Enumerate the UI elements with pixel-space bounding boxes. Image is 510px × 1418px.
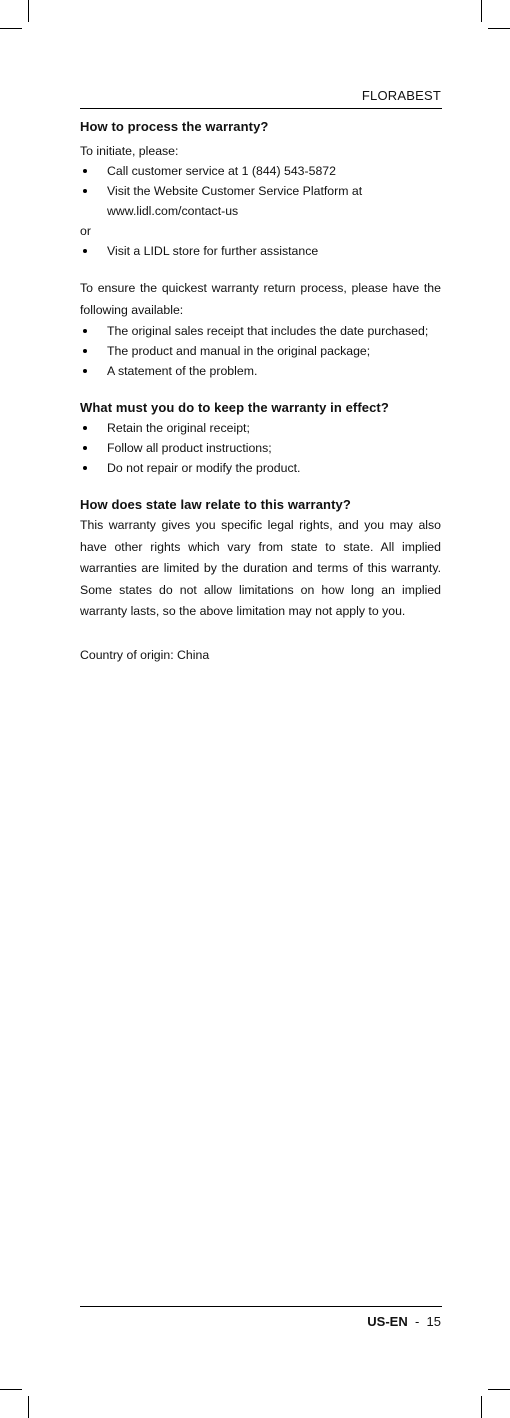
bullet-icon [83,329,87,333]
list-item: Visit the Website Customer Service Platform at www.lidl.com/contact-us [80,181,441,221]
bullet-icon [83,466,87,470]
heading-keep-warranty: What must you do to keep the warranty in effect? [80,400,389,415]
crop-mark-top-left-h [0,28,22,29]
footer-language-code: US-EN [367,1314,408,1329]
list-item: The original sales receipt that includes the date purchased; [80,321,441,341]
page-header-brand: FLORABEST [361,88,441,103]
bullet-icon [83,369,87,373]
process-contact-list [80,161,441,221]
crop-mark-top-left-v [28,0,29,22]
list-item: Call customer service at 1 (844) 543-5872 [80,161,441,181]
page-number: 15 [426,1314,441,1329]
country-of-origin: Country of origin: China [80,647,210,662]
header-divider [80,108,442,109]
state-law-body: This warranty gives you specific legal rights, and you may also have other rights which vary from state to state. All implied warranties are limited by the duration and terms of this warranty. Some states do not allow limitations on how long an implied warranty lasts, so the above limitation may not apply to you. [80,518,441,618]
list-item: Do not repair or modify the product. [80,458,441,478]
heading-state-law: How does state law relate to this warranty? [80,497,351,512]
crop-mark-bottom-right-v [481,1396,482,1418]
footer-divider [80,1306,442,1307]
bullet-icon [83,349,87,353]
process-store-list [80,241,441,261]
list-item: A statement of the problem. [80,361,441,381]
list-item: Visit a LIDL store for further assistance [80,241,441,261]
footer-separator: - [414,1314,420,1329]
process-required-list [80,321,441,381]
list-item: Retain the original receipt; [80,418,441,438]
bullet-icon [83,426,87,430]
crop-mark-bottom-right-h [488,1389,510,1390]
process-or: or [80,224,91,238]
bullet-icon [83,189,87,193]
bullet-icon [83,169,87,173]
crop-mark-top-right-v [481,0,482,22]
list-item: Follow all product instructions; [80,438,441,458]
crop-mark-bottom-left-h [0,1389,22,1390]
page-footer [80,1314,441,1329]
crop-mark-bottom-left-v [28,1396,29,1418]
bullet-icon [83,249,87,253]
list-item: The product and manual in the original package; [80,341,441,361]
process-intro: To initiate, please: [80,144,179,158]
page-content [80,117,441,665]
process-ensure-text: To ensure the quickest warranty return process, please have the following available: [80,281,441,317]
crop-mark-top-right-h [488,28,510,29]
bullet-icon [83,446,87,450]
keep-warranty-list [80,418,441,478]
heading-process-warranty: How to process the warranty? [80,119,269,134]
